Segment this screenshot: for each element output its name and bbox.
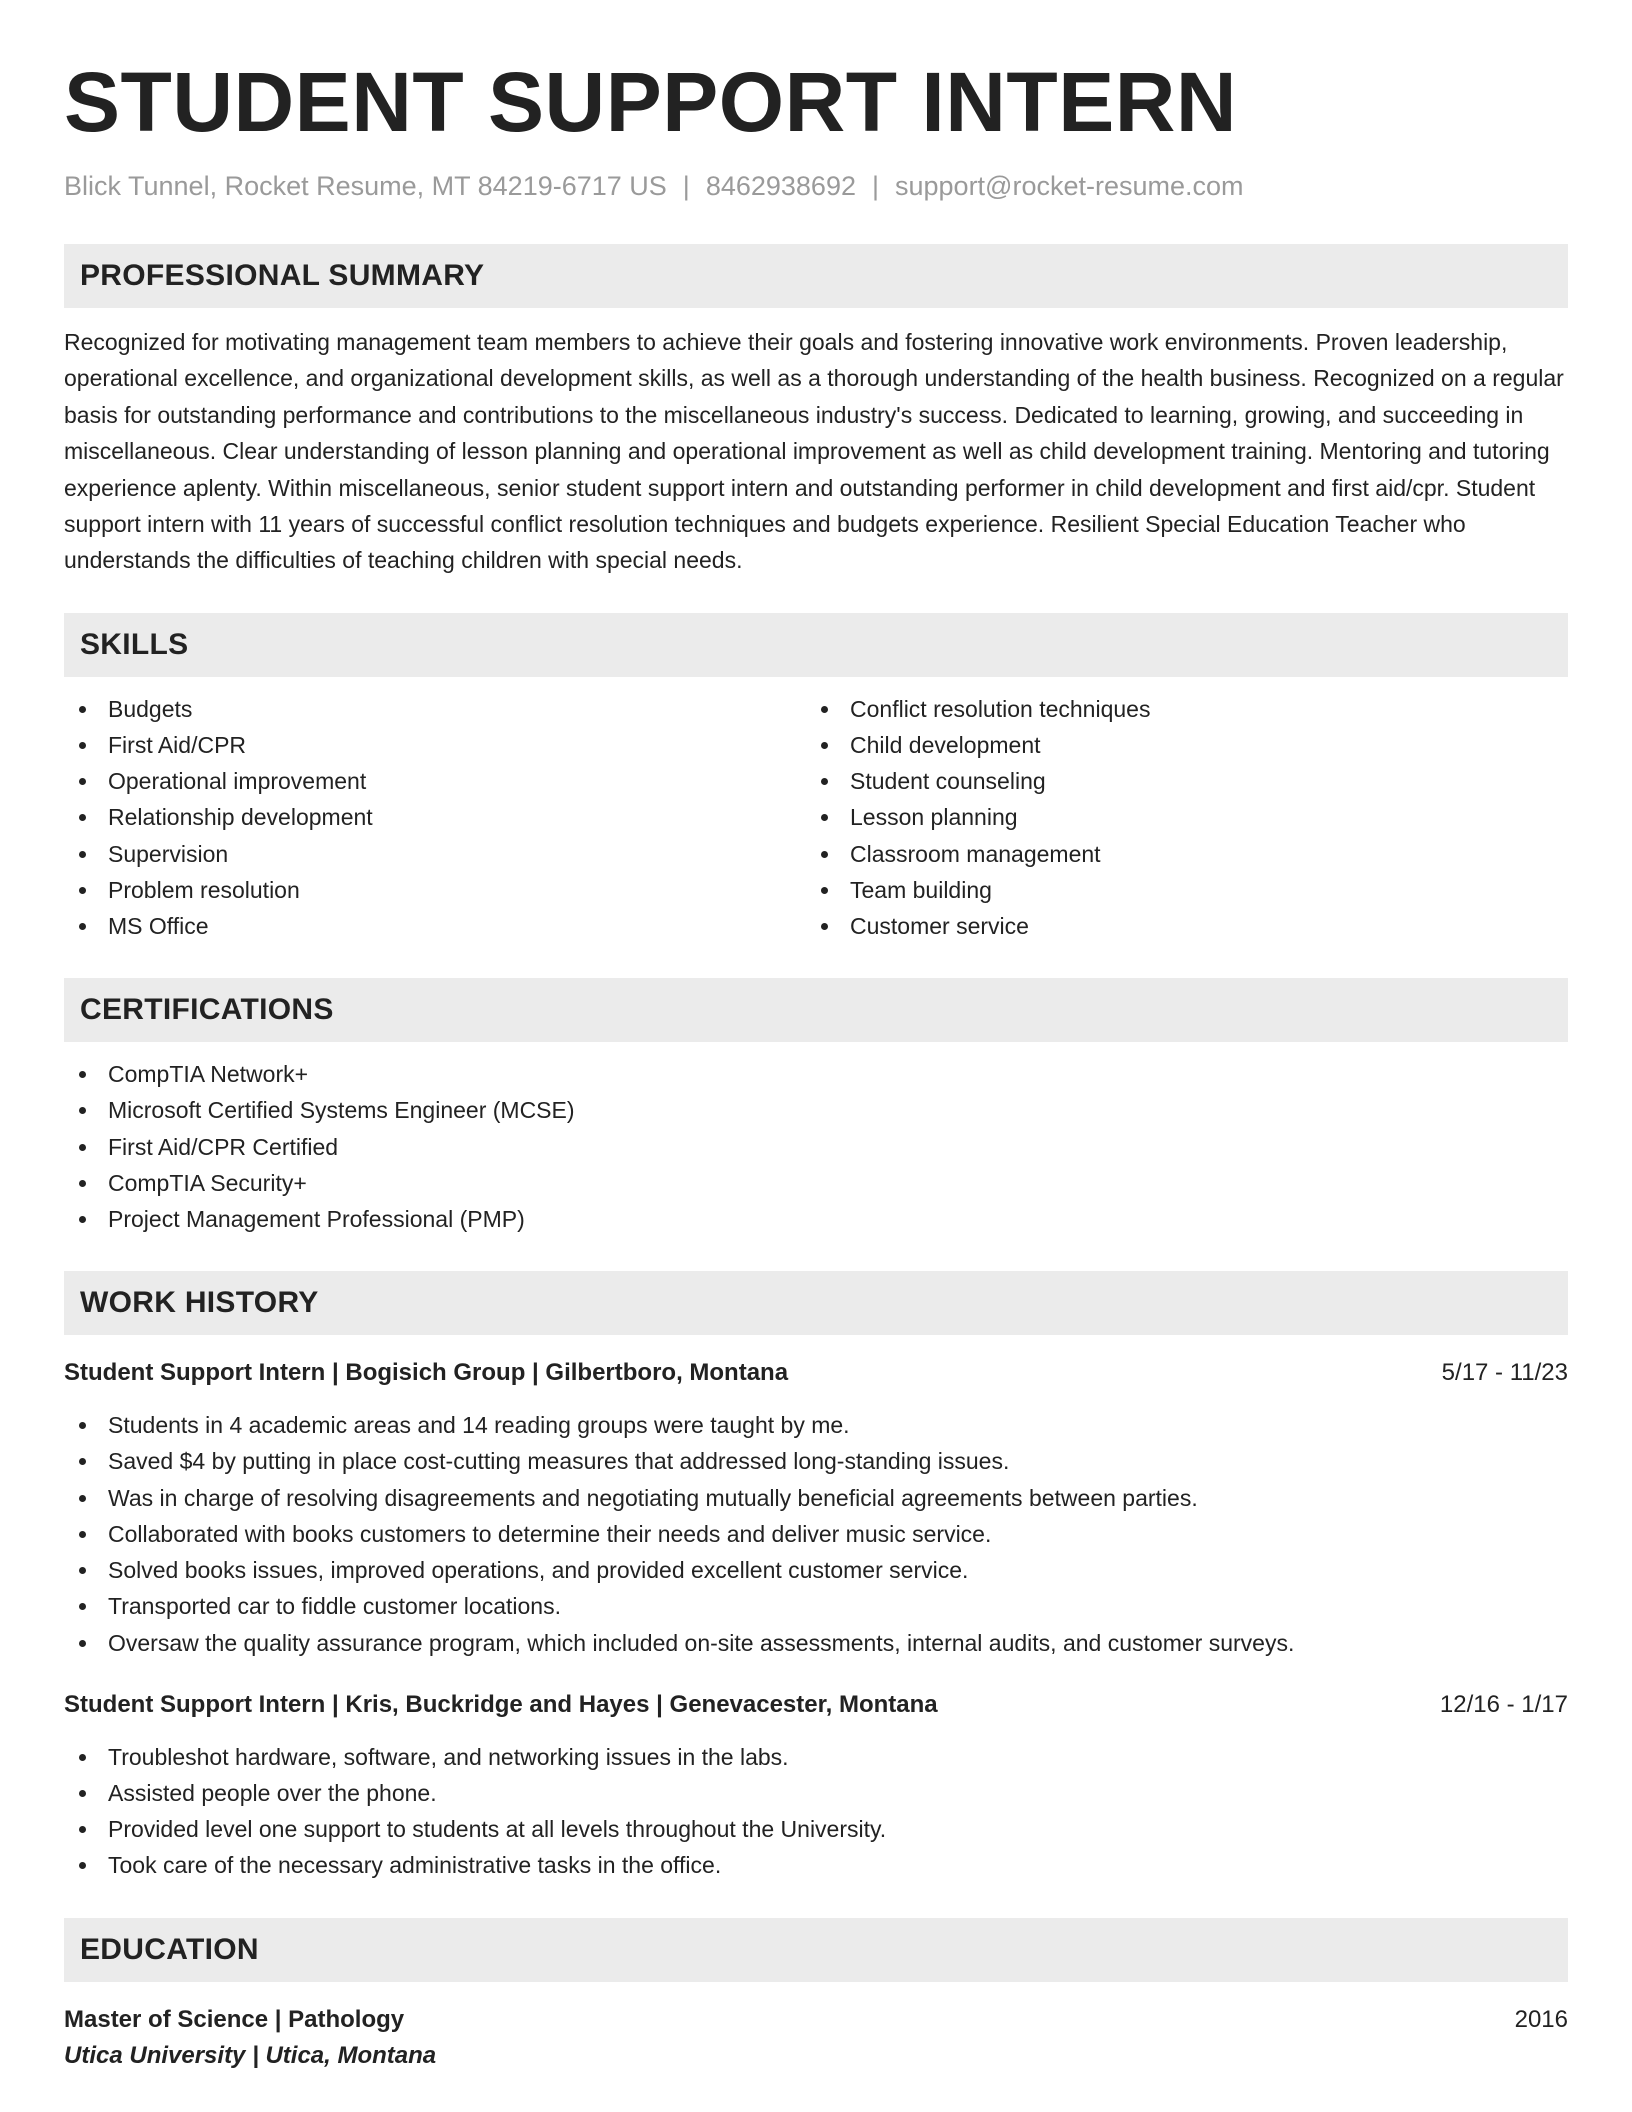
certifications-list: [64, 1056, 1568, 1237]
job-bullet: Provided level one support to students at all levels throughout the University.: [64, 1811, 1568, 1847]
section-title-work-history: WORK HISTORY: [80, 1286, 319, 1320]
certification-item: First Aid/CPR Certified: [64, 1129, 1568, 1165]
job-bullet: Was in charge of resolving disagreements and negotiating mutually beneficial agreements between parties.: [64, 1480, 1568, 1516]
education-school: Utica University | Utica, Montana: [64, 2041, 437, 2069]
skill-item: Operational improvement: [64, 763, 806, 799]
contact-separator: |: [871, 171, 879, 201]
skill-item: Supervision: [64, 836, 806, 872]
job-title: Student Support Intern | Kris, Buckridge and Hayes | Genevacester, Montana: [64, 1690, 938, 1718]
section-title-summary: PROFESSIONAL SUMMARY: [80, 259, 485, 292]
section-header-certifications: [64, 978, 1568, 1042]
section-header-summary: [64, 244, 1568, 308]
section-title-certifications: CERTIFICATIONS: [80, 993, 334, 1027]
skills-list-left: [64, 691, 806, 944]
skill-item: Classroom management: [806, 836, 1548, 872]
job-bullet: Oversaw the quality assurance program, which included on-site assessments, internal audits, and customer surveys.: [64, 1625, 1568, 1661]
skill-item: Team building: [806, 872, 1548, 908]
job-bullet: Collaborated with books customers to determine their needs and deliver music service.: [64, 1516, 1568, 1552]
job-bullet: Took care of the necessary administrative tasks in the office.: [64, 1847, 1568, 1883]
resume-content: [64, 52, 1568, 2074]
job-entry: [64, 1687, 1568, 1884]
contact-line: [64, 168, 1568, 204]
skill-item: Student counseling: [806, 763, 1548, 799]
page-title: STUDENT SUPPORT INTERN: [64, 55, 1238, 149]
job-dates: 5/17 - 11/23: [1441, 1359, 1568, 1387]
skill-item: Customer service: [806, 908, 1548, 944]
job-bullets: [64, 1739, 1568, 1884]
certification-item: CompTIA Security+: [64, 1165, 1568, 1201]
section-header-education: [64, 1918, 1568, 1982]
section-header-skills: [64, 613, 1568, 677]
certification-item: Project Management Professional (PMP): [64, 1201, 1568, 1237]
job-dates: 12/16 - 1/17: [1439, 1690, 1568, 1718]
job-header: [64, 1687, 1568, 1723]
section-title-skills: SKILLS: [80, 627, 189, 661]
skill-item: First Aid/CPR: [64, 727, 806, 763]
section-header-work-history: [64, 1271, 1568, 1335]
skill-item: Relationship development: [64, 799, 806, 835]
skill-item: Lesson planning: [806, 799, 1548, 835]
skill-item: Child development: [806, 727, 1548, 763]
job-bullet: Transported car to fiddle customer locations.: [64, 1588, 1568, 1624]
education-year: 2016: [1514, 2005, 1568, 2033]
contact-address: Blick Tunnel, Rocket Resume, MT 84219-6717 US: [64, 171, 667, 201]
job-bullets: [64, 1407, 1568, 1660]
job-title: Student Support Intern | Bogisich Group | Gilbertboro, Montana: [64, 1359, 789, 1387]
summary-text: Recognized for motivating management team members to achieve their goals and fostering innovative work environments. Proven leadership, operational excellence, and organizational development skills, as well as a thorough understanding of the health business. Recognized on a regular basis for outstanding performance and contributions to the miscellaneous industry's success. Dedicated to learning, growing, and succeeding in miscellaneous. Clear understanding of lesson planning and operational improvement as well as child development training. Mentoring and tutoring experience aplenty. Within miscellaneous, senior student support intern and outstanding performer in child development and first aid/cpr. Student support intern with 11 years of successful conflict resolution techniques and budgets experience. Resilient Special Education Teacher who understands the difficulties of teaching children with special needs.: [64, 329, 1564, 574]
job-bullet: Saved $4 by putting in place cost-cutting measures that addressed long-standing issues.: [64, 1443, 1568, 1479]
job-bullet: Solved books issues, improved operations, and provided excellent customer service.: [64, 1552, 1568, 1588]
education-header: [64, 2002, 1568, 2038]
job-bullet: Students in 4 academic areas and 14 reading groups were taught by me.: [64, 1407, 1568, 1443]
contact-phone: 8462938692: [705, 171, 856, 201]
skill-item: Budgets: [64, 691, 806, 727]
skill-item: MS Office: [64, 908, 806, 944]
skills-columns: [64, 691, 1568, 944]
job-entry: [64, 1355, 1568, 1660]
certification-item: Microsoft Certified Systems Engineer (MCSE): [64, 1092, 1568, 1128]
education-degree: Master of Science | Pathology: [64, 2005, 405, 2033]
skill-item: Conflict resolution techniques: [806, 691, 1548, 727]
certification-item: CompTIA Network+: [64, 1056, 1568, 1092]
skill-item: Problem resolution: [64, 872, 806, 908]
job-bullet: Assisted people over the phone.: [64, 1775, 1568, 1811]
job-header: [64, 1355, 1568, 1391]
contact-email: support@rocket-resume.com: [895, 171, 1244, 201]
skills-list-right: [806, 691, 1548, 944]
job-bullet: Troubleshot hardware, software, and networking issues in the labs.: [64, 1739, 1568, 1775]
section-title-education: EDUCATION: [80, 1932, 259, 1966]
contact-separator: |: [682, 171, 690, 201]
